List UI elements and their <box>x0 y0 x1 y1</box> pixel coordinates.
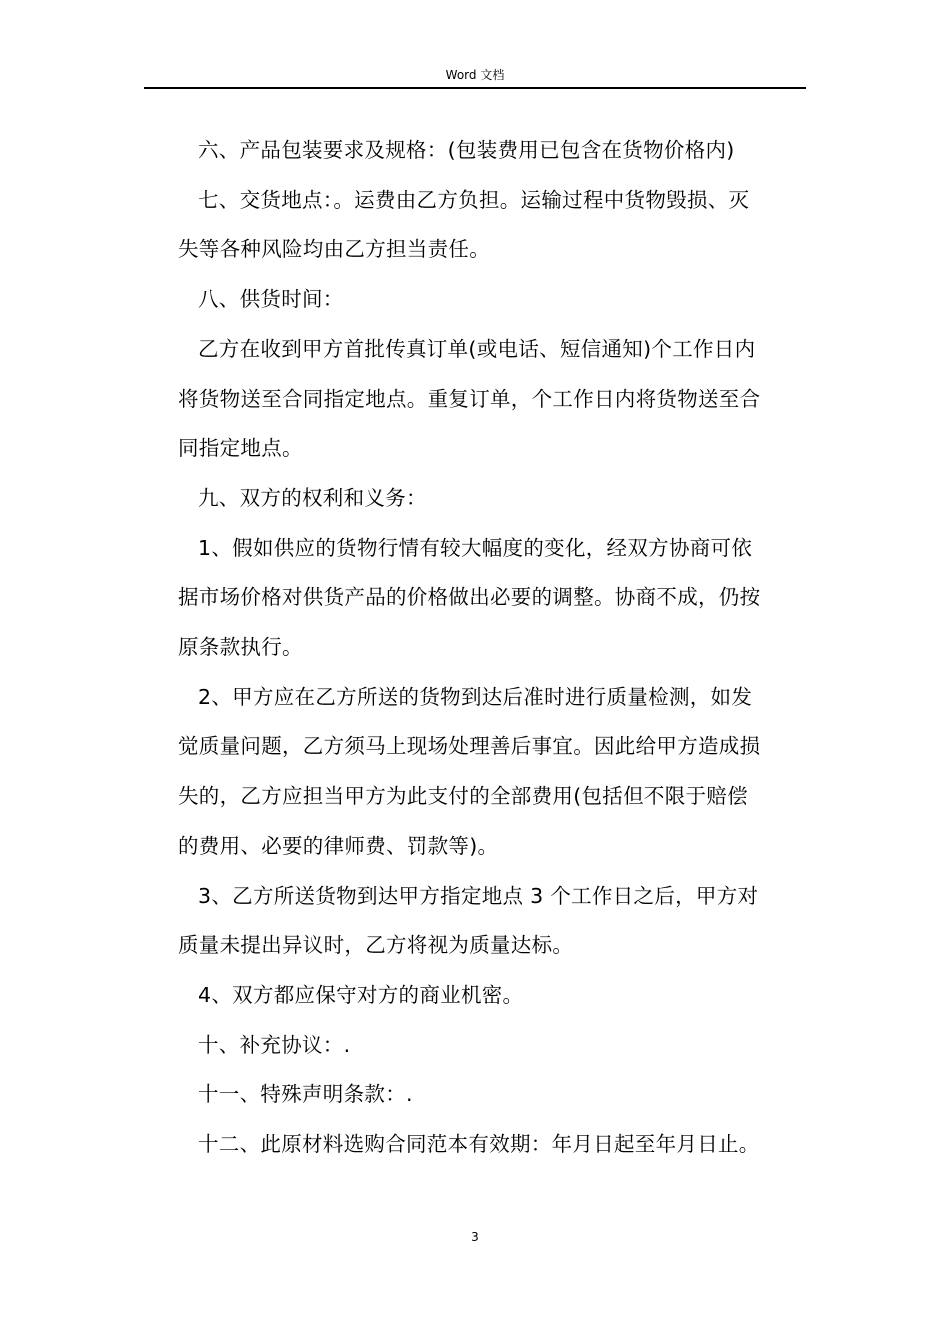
page-header: Word 文档 <box>445 68 505 82</box>
paragraph-supply-time <box>178 325 810 474</box>
header-divider <box>144 87 806 89</box>
paragraph-rights-3 <box>178 872 810 971</box>
paragraph-supply-time-heading <box>178 275 810 325</box>
text-line: 失等各种风险均由乙方担当责任。 <box>178 237 490 262</box>
text-line: 同指定地点。 <box>178 436 303 461</box>
paragraph-special-terms <box>178 1070 810 1120</box>
page-number: 3 <box>471 1230 479 1244</box>
text-line: 2、甲方应在乙方所送的货物到达后准时进行质量检测，如发 <box>198 684 753 709</box>
text-line: 觉质量问题，乙方须马上现场处理善后事宜。因此给甲方造成损 <box>178 734 761 759</box>
text-line: 乙方在收到甲方首批传真订单(或电话、短信通知)个工作日内 <box>198 336 756 361</box>
text-line: 将货物送至合同指定地点。重复订单，个工作日内将货物送至合 <box>178 386 761 411</box>
paragraph-packaging <box>178 126 810 176</box>
document-body <box>178 126 810 1170</box>
text-line: 六、产品包装要求及规格：(包装费用已包含在货物价格内) <box>198 138 735 162</box>
text-line: 据市场价格对供货产品的价格做出必要的调整。协商不成，仍按 <box>178 585 761 610</box>
paragraph-rights-1 <box>178 524 810 673</box>
text-line: 失的，乙方应担当甲方为此支付的全部费用(包括但不限于赔偿 <box>178 784 748 809</box>
text-line: 质量未提出异议时，乙方将视为质量达标。 <box>178 933 574 958</box>
text-line: 七、交货地点：。运费由乙方负担。运输过程中货物毁损、灭 <box>198 187 750 212</box>
text-line: 十、补充协议：. <box>198 1032 351 1057</box>
paragraph-rights-heading <box>178 474 810 524</box>
paragraph-supplementary <box>178 1021 810 1071</box>
paragraph-rights-2 <box>178 673 810 872</box>
paragraph-validity <box>178 1120 810 1170</box>
text-line: 4、双方都应保守对方的商业机密。 <box>198 982 524 1007</box>
text-line: 3、乙方所送货物到达甲方指定地点 3 个工作日之后，甲方对 <box>198 883 759 908</box>
text-line: 十二、此原材料选购合同范本有效期：年月日起至年月日止。 <box>198 1132 760 1157</box>
paragraph-delivery-location <box>178 176 810 275</box>
text-line: 九、双方的权利和义务： <box>198 485 427 510</box>
text-line: 八、供货时间： <box>198 287 344 312</box>
text-line: 的费用、必要的律师费、罚款等)。 <box>178 833 499 858</box>
paragraph-rights-4 <box>178 971 810 1021</box>
text-line: 1、假如供应的货物行情有较大幅度的变化，经双方协商可依 <box>198 535 753 560</box>
text-line: 十一、特殊声明条款：. <box>198 1082 413 1107</box>
text-line: 原条款执行。 <box>178 635 303 660</box>
